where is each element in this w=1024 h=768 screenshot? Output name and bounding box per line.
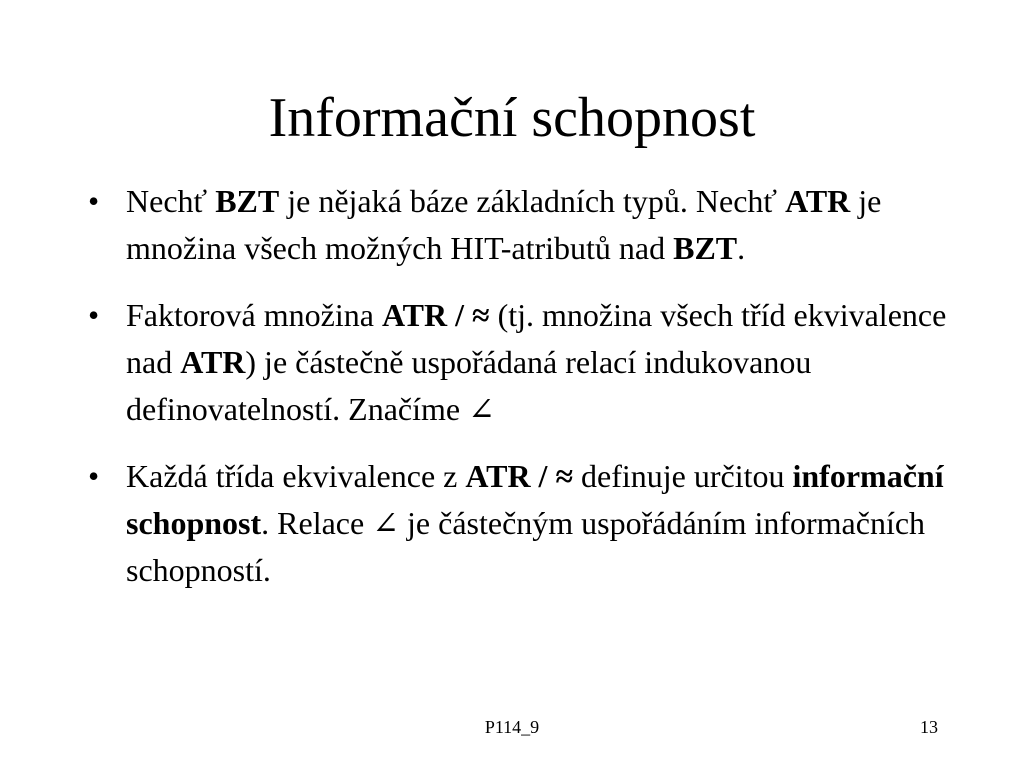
bullet-1-text-4: . [737,230,746,266]
slide-title: Informační schopnost [268,86,756,149]
approx-symbol: ≈ [555,458,573,494]
page-number: 13 [920,717,938,737]
bullet-2-atr: ATR [180,344,246,380]
bullet-2-text-2: (tj. množina všech tříd ekvivalence nad [126,297,947,380]
bullet-2-text-1: Faktorová množina [126,297,382,333]
bullet-1-bzt-2: BZT [673,230,738,266]
bullet-item-3 [88,453,948,594]
bullet-1-atr: ATR [785,183,851,219]
bullet-1-text-3: je množina všech možných HIT-atributů nad [126,183,882,266]
bullet-marker: • [88,458,100,494]
bullet-2-text-3: ) je částečně uspořádaná relací indukovanou definovatelností. Značíme [126,344,812,427]
bullet-1-bzt: BZT [215,183,280,219]
angle-symbol: ∠ [372,505,400,541]
bullet-3-informacni-schopnost: informační schopnost [126,458,944,541]
bullet-item-1 [88,178,948,272]
bullet-3-atr-quotient: ATR / [465,458,556,494]
bullet-list [88,178,948,614]
bullet-1-text-1: Nechť [126,183,216,219]
angle-symbol: ∠ [468,391,495,427]
bullet-3-text-2: definuje určitou [573,458,793,494]
approx-symbol: ≈ [472,297,490,333]
footer-label: P114_9 [484,717,540,737]
bullet-3-text-1: Každá třída ekvivalence z [126,458,466,494]
bullet-marker: • [88,297,100,333]
bullet-3-text-3: . Relace [261,505,373,541]
bullet-marker: • [88,183,100,219]
bullet-3-text-4: je částečným uspořádáním informačních schopností. [126,505,926,588]
bullet-item-2 [88,292,948,433]
bullet-2-atr-quotient: ATR / [381,297,473,333]
bullet-1-text-2: je nějaká báze základních typů. Nechť [279,183,786,219]
